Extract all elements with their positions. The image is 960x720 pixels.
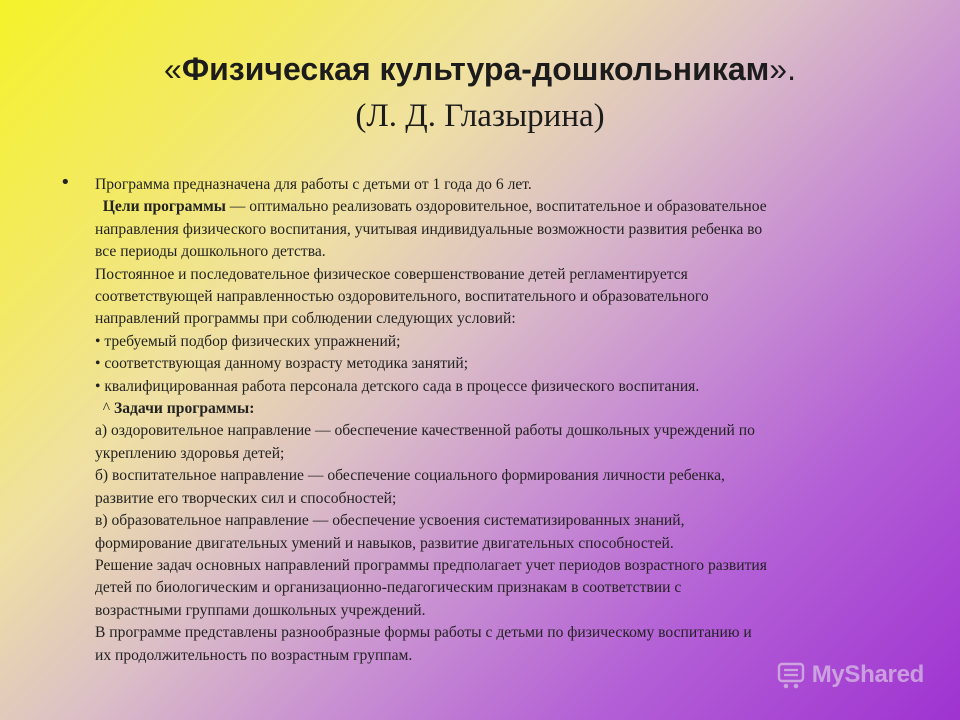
line-text: — оптимально реализовать оздоровительное, воспитательное и образовательное: [225, 198, 767, 216]
line-text: • квалифицированная работа персонала детского сада в процессе физического воспитания.: [95, 377, 700, 395]
close-quote: ».: [769, 51, 796, 87]
text-line: [95, 398, 915, 420]
text-line: [95, 600, 915, 622]
line-prefix: [95, 198, 103, 215]
text-line: [95, 286, 915, 308]
watermark: [776, 660, 924, 690]
line-text: их продолжительность по возрастным группам.: [95, 646, 413, 664]
text-line: [95, 488, 915, 510]
title-author: (Л. Д. Глазырина): [355, 98, 605, 134]
line-prefix: ^: [95, 400, 115, 418]
bullet-marker: •: [60, 172, 71, 193]
title-main: [60, 46, 900, 93]
text-line: [95, 577, 915, 599]
open-quote: «: [164, 51, 182, 87]
watermark-text: MyShared: [811, 661, 924, 688]
line-text: Программа предназначена для работы с детьми от 1 года до 6 лет.: [95, 176, 532, 193]
title-text: Физическая культура-дошкольникам: [181, 51, 770, 87]
text-line: [95, 510, 915, 532]
text-line: [95, 196, 915, 218]
text-line: [95, 353, 915, 375]
text-line: [95, 264, 915, 286]
line-text: Постоянное и последовательное физическое совершенствование детей регламентируется: [95, 265, 688, 283]
line-text: • соответствующая данному возрасту методика занятий;: [95, 355, 469, 373]
line-text: В программе представлены разнообразные формы работы с детьми по физическому воспитанию и: [95, 624, 752, 642]
line-text: развитие его творческих сил и способностей;: [95, 489, 397, 507]
shopping-cart-icon: [776, 660, 806, 690]
line-text: а) оздоровительное направление — обеспечение качественной работы дошкольных учреждений по: [95, 422, 755, 440]
bold-heading: Задачи программы:: [114, 400, 255, 418]
line-text: в) образовательное направление — обеспечение усвоения систематизированных знаний,: [95, 512, 685, 530]
text-line: [95, 376, 915, 398]
line-text: соответствующей направленностью оздоровительного, воспитательного и образовательного: [95, 288, 709, 306]
line-text: формирование двигательных умений и навыков, развитие двигательных способностей.: [95, 534, 674, 552]
bold-heading: Цели программы: [102, 198, 226, 216]
line-text: детей по биологическим и организационно-педагогическим признакам в соответствии с: [95, 579, 682, 597]
line-text: все периоды дошкольного детства.: [95, 243, 326, 261]
line-text: б) воспитательное направление — обеспечение социального формирования личности ребенка,: [95, 467, 725, 485]
line-text: возрастными группами дошкольных учреждений.: [95, 601, 426, 619]
line-text: направления физического воспитания, учитывая индивидуальные возможности развития ребенка во: [95, 220, 763, 238]
text-line: [95, 241, 915, 263]
line-text: укреплению здоровья детей;: [95, 444, 285, 462]
text-line: [95, 555, 915, 577]
text-line: [95, 533, 915, 555]
text-line: [95, 420, 915, 442]
line-text: Решение задач основных направлений программы предполагает учет периодов возрастного развития: [95, 556, 767, 574]
text-line: [95, 443, 915, 465]
text-line: [95, 465, 915, 487]
text-line: [95, 622, 915, 644]
line-text: • требуемый подбор физических упражнений;: [95, 332, 401, 350]
text-line: [95, 174, 915, 196]
text-line: [95, 219, 915, 241]
slide-title: [60, 46, 900, 140]
body-text: [95, 174, 915, 667]
text-line: [95, 308, 915, 330]
line-text: направлений программы при соблюдении следующих условий:: [95, 310, 516, 328]
text-line: [95, 331, 915, 353]
